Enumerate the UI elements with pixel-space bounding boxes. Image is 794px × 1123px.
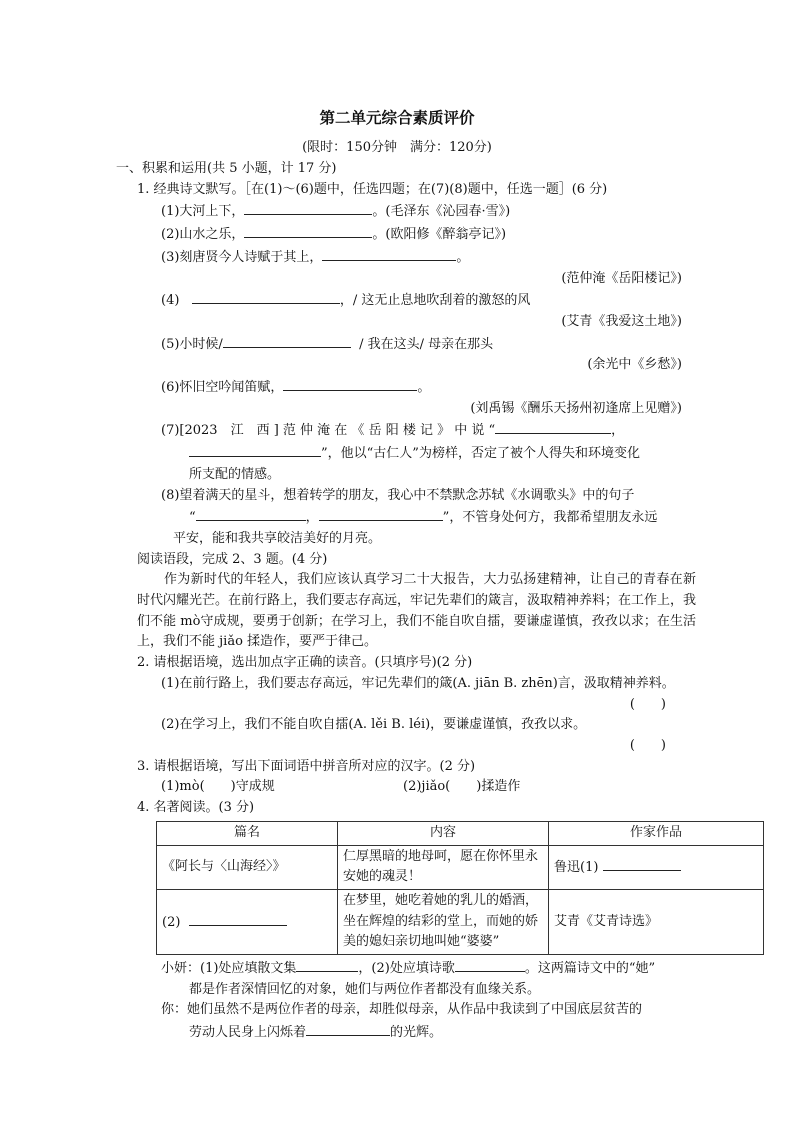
answer-blank[interactable]	[296, 957, 358, 972]
answer-blank[interactable]	[455, 957, 525, 972]
table-header: 内容	[338, 821, 549, 845]
q3-item-1: (1)mò( )守成规	[161, 779, 275, 795]
reading-intro: 阅读语段，完成 2、3 题。(4 分)	[137, 551, 328, 567]
q3-stem: 3. 请根据语境，写出下面词语中拼音所对应的汉字。(2 分)	[137, 758, 476, 774]
q3-item-2: (2)jiǎo( )揉造作	[403, 779, 521, 795]
answer-blank[interactable]	[196, 506, 306, 521]
q1-item-6: (6)怀旧空吟闻笛赋， 。	[116, 376, 696, 399]
page-title: 第二单元综合素质评价	[319, 108, 475, 127]
exam-info: (限时：150分钟 满分：120分)	[302, 140, 492, 155]
q2-item-1: (1)在前行路上，我们要志存高远，牢记先辈们的箴(A. jiān B. zhēn)言，汲取精神养料。	[161, 675, 675, 691]
answer-paren[interactable]: ( )	[629, 696, 666, 712]
reading-passage: 作为新时代的年轻人，我们应该认真学习二十大报告，大力弘扬建精神，让自己的青春在新时代闪耀光芒。在前行路上，我们要志存高远，牢记先辈们的箴言，汲取精神养料；在工作上，我们不能 mò守成规，要勇于创新；在学习上，我们不能自吹自擂，要谦虚谨慎，孜孜以求；在生活上，我们不能 jiǎo 揉造作，要严于律己。	[137, 572, 697, 650]
q1-item-1: (1)大河上下， 。(毛泽东《沁园春·雪》)	[116, 200, 696, 223]
answer-blank[interactable]	[223, 333, 351, 348]
q1-item-7-end: 所支配的情感。	[189, 466, 281, 482]
table-row	[157, 845, 764, 889]
exam-content	[116, 159, 696, 1044]
section-heading: 一、积累和运用(共 5 小题，计 17 分)	[116, 161, 337, 176]
q1-item-4: (4) ，/ 这无止息地吹刮着的激怒的风	[116, 289, 696, 312]
q1-item-3: (3)刻唐贤今人诗赋于其上， 。	[116, 246, 696, 269]
table-cell: (2)	[157, 889, 338, 954]
works-table	[156, 821, 764, 955]
answer-blank[interactable]	[244, 200, 372, 215]
q2-stem: 2. 请根据语境，选出加点字正确的读音。(只填序号)(2 分)	[137, 655, 473, 671]
table-row	[157, 889, 764, 954]
q2-item-2: (2)在学习上，我们不能自吹自擂(A. lěi B. léi)，要谦虚谨慎，孜孜以求。	[161, 717, 587, 733]
table-cell: 《阿长与〈山海经〉》	[157, 845, 338, 889]
q1-item-5-source: (余光中《乡愁》)	[587, 357, 682, 373]
q1-item-8: (8)望着满天的星斗，想着转学的朋友，我心中不禁默念苏轼《水调歌头》中的句子	[161, 487, 635, 503]
table-header: 作家作品	[549, 821, 764, 845]
answer-blank[interactable]	[189, 911, 287, 926]
dialogue-line-2: 都是作者深情回忆的对象，她们与两位作者都没有血缘关系。	[189, 981, 541, 997]
answer-blank[interactable]	[603, 856, 681, 871]
dialogue-line-3: 你：她们虽然不是两位作者的母亲，却胜似母亲，从作品中我读到了中国底层贫苦的	[161, 1002, 643, 1018]
q1-item-5: (5)小时候/ / 我在这头/ 母亲在那头	[116, 333, 696, 356]
q1-item-7: (7)[2023 江 西 ] 范 仲 淹 在 《 岳 阳 楼 记 》 中 说 “ ，	[116, 419, 696, 442]
answer-blank[interactable]	[322, 246, 456, 261]
q1-item-8-end: 平安，能和我共享皎洁美好的月亮。	[173, 530, 382, 546]
q1-item-6-source: (刘禹锡《酬乐天扬州初逢席上见赠》)	[470, 400, 682, 416]
dialogue-line-1: 小妍：(1)处应填散文集 ，(2)处应填诗歌 。这两篇诗文中的“她”	[116, 957, 696, 980]
q1-item-4-source: (艾青《我爱这土地》)	[561, 313, 682, 329]
answer-blank[interactable]	[192, 289, 340, 304]
answer-blank[interactable]	[244, 223, 372, 238]
table-cell: 艾青《艾青诗选》	[549, 889, 764, 954]
q1-item-8-cont: “ ， ”，不管身处何方，我都希望朋友永远	[116, 506, 696, 529]
q1-item-3-source: (范仲淹《岳阳楼记》)	[561, 270, 682, 286]
answer-blank[interactable]	[283, 376, 417, 391]
q3-items	[116, 777, 696, 798]
answer-paren[interactable]: ( )	[629, 737, 666, 753]
q1-item-7-cont: ”，他以“古仁人”为榜样，否定了被个人得失和环境变化	[116, 442, 696, 465]
q1-item-2: (2)山水之乐， 。(欧阳修《醉翁亭记》)	[116, 223, 696, 246]
answer-blank[interactable]	[189, 442, 321, 457]
table-cell: 在梦里，她吃着她的乳儿的婚酒，坐在辉煌的结彩的堂上，而她的娇美的媳妇亲切地叫她“婆婆”	[338, 889, 549, 954]
q1-stem: 1. 经典诗文默写。［在(1)～(6)题中，任选四题；在(7)(8)题中，任选一题］(6 分)	[137, 181, 608, 197]
answer-blank[interactable]	[319, 506, 443, 521]
answer-blank[interactable]	[495, 419, 611, 434]
dialogue-line-4: 劳动人民身上闪烁着 的光辉。	[116, 1021, 696, 1044]
table-cell: 鲁迅(1)	[549, 845, 764, 889]
table-cell: 仁厚黑暗的地母呵，愿在你怀里永安她的魂灵！	[338, 845, 549, 889]
answer-blank[interactable]	[306, 1021, 390, 1036]
q4-stem: 4. 名著阅读。(3 分)	[137, 800, 255, 816]
table-header: 篇名	[157, 821, 338, 845]
